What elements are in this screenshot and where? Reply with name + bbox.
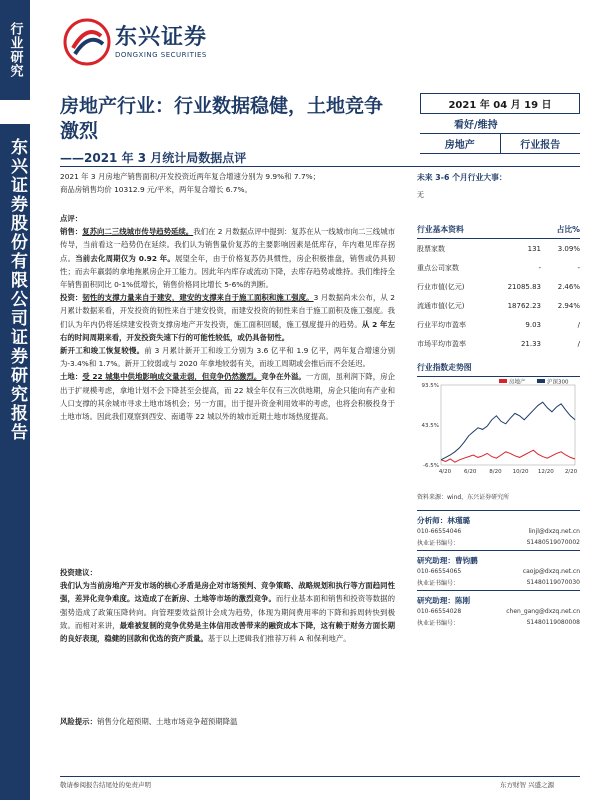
invest-emphasis: 最难被复制的竞争优势是主体信用改善带来的融资成本下降，这有赖于财务方面长期的良好表现，稳健的回款和优选的资产质量。: [60, 620, 395, 644]
invest-text: 而行业基本面和销售和投资等数据的强势造成了政策压降转向。向管理要效益预计会成为趋势，体现为期间费用率的下降和拆周转快到极致。而相对来讲，: [60, 594, 395, 630]
index-chart: [417, 377, 580, 485]
analyst-phone: 010-66554046: [417, 528, 462, 535]
point-emphasis: 从 2 年左右的时间周期来看，开发投资失速下行的可能性较低，或仍具备韧性。: [60, 319, 395, 342]
analyst-contact: [417, 606, 580, 617]
analyst-cert: [417, 617, 580, 628]
point-label: 土地：: [60, 372, 83, 382]
analyst-name: 研究助理：陈刚: [417, 590, 580, 606]
report-subtitle: ——2021 年 3 月统计局数据点评: [60, 151, 247, 165]
footer-slogan: 东方财智 兴盛之源: [500, 781, 555, 789]
stats-row: [417, 239, 580, 258]
risk-body: 销售分化超预期、土地市场竞争超预期降温: [96, 717, 238, 726]
analyst-email[interactable]: caojp@dxzq.net.cn: [522, 568, 580, 575]
industry-label: 房地产: [444, 140, 475, 151]
invest-section: [60, 566, 395, 645]
point-construction: [60, 344, 395, 370]
legend-swatch: [537, 379, 545, 383]
firm-label: 东兴证券股份有限公司证券研究报告: [7, 138, 27, 442]
analyst-contact: [417, 526, 580, 537]
point-emphasis: 当前去化周期仅为 0.92 年。: [75, 253, 175, 263]
analyst-cert: [417, 537, 580, 548]
y-tick-label: 43.5%: [421, 423, 439, 429]
analysts: [417, 508, 580, 628]
firm-tab: [0, 124, 30, 800]
y-tick-label: -6.5%: [423, 463, 439, 469]
stats-row: [417, 258, 580, 277]
stats-cell-label: 股票家数: [417, 244, 445, 253]
x-tick-label: 6/20: [464, 469, 477, 475]
analyst-email[interactable]: linjl@dxzq.net.cn: [528, 528, 580, 535]
stats-cell-pct: 2.46%: [557, 282, 580, 291]
cert-label: 执业证书编号：: [417, 540, 460, 547]
x-tick-label: 10/20: [512, 469, 529, 475]
summary: [60, 170, 395, 196]
stats-cell-pct: 2.94%: [557, 301, 580, 310]
legend-label: 房地产: [509, 379, 526, 386]
analyst: [417, 550, 580, 588]
title-divider: [60, 166, 580, 167]
stats-cell-value: -: [538, 263, 541, 272]
point-label: 投资：: [60, 293, 83, 303]
x-tick-label: 2/20: [564, 469, 578, 475]
point-heading: 韧性的支撑力量来自于建安，建安的支撑来自于施工面积和施工强度。: [82, 293, 314, 303]
series-line-0: [441, 450, 575, 462]
analyst-phone: 010-66554065: [417, 568, 462, 575]
cert-label: 执业证书编号：: [417, 580, 460, 587]
stats-row: [417, 315, 580, 334]
analyst-phone: 010-66554028: [417, 608, 462, 615]
x-tick-label: 4/20: [438, 469, 452, 475]
stats-col-header: 占比%: [556, 225, 580, 234]
legend-swatch: [499, 379, 507, 383]
footer-disclaimer: 敬请参阅报告结尾处的免责声明: [60, 781, 151, 789]
legend-label: 沪深300: [547, 379, 569, 386]
analyst: [417, 590, 580, 628]
stats-cell-pct: -: [577, 263, 580, 272]
stats-cell-value: 21.33: [520, 339, 541, 348]
stats-cell-label: 市场平均市盈率: [417, 339, 466, 348]
logo: [63, 18, 207, 66]
analyst-cert: [417, 577, 580, 588]
cert-number: S1480519070002: [526, 539, 580, 546]
invest-emphasis: 我们认为当前房地产开发市场的核心矛盾是房企对市场预判、竞争策略、战略规划和执行等方面趋同性强，差异化竞争难度。这造成了在新房、土地等市场的激烈竞争。: [60, 581, 395, 604]
x-tick-label: 8/20: [489, 469, 502, 475]
x-tick-label: 12/20: [537, 469, 554, 475]
analyst: [417, 510, 580, 548]
stats-cell-label: 行业平均市盈率: [417, 320, 466, 329]
stats-table: [417, 224, 580, 353]
stats-cell-pct: 3.09%: [557, 244, 580, 253]
stats-cell-pct: /: [577, 320, 580, 329]
chart-title: 行业指数走势图: [417, 362, 580, 377]
point-label: 新开工和竣工恢复较慢。: [60, 346, 145, 356]
logo-name: 东兴证券: [115, 25, 208, 50]
summary-line: 2021 年 3 月房地产销售面积/开发投资近两年复合增速分别为 9.9%和 7.7%；: [60, 172, 321, 181]
report-type: 行业报告: [500, 134, 581, 153]
invest-title: 投资建议：: [60, 568, 97, 577]
y-tick-label: 93.5%: [421, 383, 439, 389]
summary-line: 商品房销售均价 10312.9 元/平米，两年复合增长 6.7%。: [60, 185, 252, 195]
point-sales: [60, 225, 395, 291]
point-body: 前 3 月累计新开工和竣工分别为 3.6 亿平和 1.9 亿平，两年复合增速分别为-3.4%和 1.7%。新开工较弱或与 2020 年拿地较弱有关，而竣工周期或会推后而不会延迟。: [60, 346, 395, 369]
point-body: 3 月数据尚未公布，从 2 月累计数据来看，开发投资的韧性来自于建安投资，而建安投资的韧性来自于施工面积及施工强度。我们认为年内仍将延续建安投资支撑房地产开发投资，施工面积回暖，施工强度提升的趋势。: [60, 293, 395, 329]
chart-source: 资料来源：wind，东兴证券研究所: [417, 494, 510, 501]
events-title: 未来 3-6 个月行业大事：: [417, 173, 507, 182]
cert-number: S1480119080008: [526, 619, 580, 626]
point-body: 一方面，虽利润下降，房企出于扩规模考虑，拿地计划不会下降甚至会提高，而 22 城全年仅有三次供地期，房企只能向有产业和人口支撑的其余城市寻求土地市场机会；另一方面，出于提升资金利用效率的考虑，也将会积极投身于土地市场。因此我们观察到西安、南通等 22 城以外的城市近期土地市场热度提高。: [60, 372, 395, 422]
points-section: [60, 212, 395, 423]
series-line-1: [441, 402, 575, 460]
stats-cell-label: 流通市值(亿元): [417, 301, 465, 310]
point-investment: [60, 291, 395, 344]
footer-divider: [60, 776, 580, 777]
stats-cell-value: 131: [527, 244, 541, 253]
point-label: 销售：: [60, 227, 83, 237]
stats-row: [417, 334, 580, 353]
stats-row: [417, 277, 580, 296]
point-heading: 受 22 城集中供地影响成交量走弱，但竞争仍然激烈。: [82, 372, 262, 382]
analyst-contact: [417, 566, 580, 577]
stats-row: [417, 296, 580, 315]
point-heading: 复苏向二三线城市传导趋势延续。: [82, 227, 194, 237]
rating: 看好/维持: [420, 114, 580, 134]
stats-cell-pct: /: [577, 339, 580, 348]
risk-label: 风险提示：: [60, 717, 97, 726]
point-body: 展望全年，由于价格复苏仍具惯性，房企积极推盘，销售或仍具韧性；而去年羸弱的拿地拖累房企开工能力。因此年内库存或流动下降，去库存趋势或维持。我们维持全年销售面积同比 0-1%低增长，销售价格同比增长 5-6%的判断。: [60, 253, 395, 290]
category-tab: [0, 0, 30, 100]
analyst-email[interactable]: chen_gang@dxzq.net.cn: [506, 608, 580, 615]
logo-icon: [63, 18, 111, 66]
points-title: 点评：: [60, 214, 83, 223]
cert-number: S1480119070030: [526, 579, 580, 586]
category-label: 行业研究: [7, 22, 23, 78]
stats-cell-value: 21085.83: [507, 282, 541, 291]
stats-cell-label: 重点公司家数: [417, 263, 459, 272]
report-date: 2021 年 04 月 19 日: [420, 93, 580, 114]
events-value: 无: [417, 191, 424, 199]
point-land: [60, 370, 395, 423]
invest-text: 基于以上逻辑我们推荐万科 A 和保利地产。: [207, 634, 351, 644]
analyst-name: 研究助理：曹钧鹏: [417, 550, 580, 566]
analyst-name: 分析师：林瑾璐: [417, 510, 580, 526]
point-body: 我们在 2 月数据点评中提到：复苏在从一线城市向二三线城市传导，当前看这一趋势仍在延续。我们认为销售量价复苏的主要影响因素是低库存，年内难见库存拐点。: [60, 227, 395, 263]
report-title: 房地产行业：行业数据稳健，土地竞争激烈: [60, 95, 384, 142]
stats-cell-value: 18762.23: [507, 301, 541, 310]
header-box: [420, 93, 580, 154]
point-emphasis: 竞争在外溢。: [261, 372, 306, 382]
risk-section: [60, 715, 395, 728]
stats-title: 行业基本资料: [417, 225, 464, 234]
cert-label: 执业证书编号：: [417, 620, 460, 627]
stats-cell-label: 行业市值(亿元): [417, 282, 465, 291]
logo-en: DONGXING SECURITIES: [115, 51, 207, 59]
invest-body: [60, 579, 395, 645]
stats-cell-value: 9.03: [525, 320, 541, 329]
